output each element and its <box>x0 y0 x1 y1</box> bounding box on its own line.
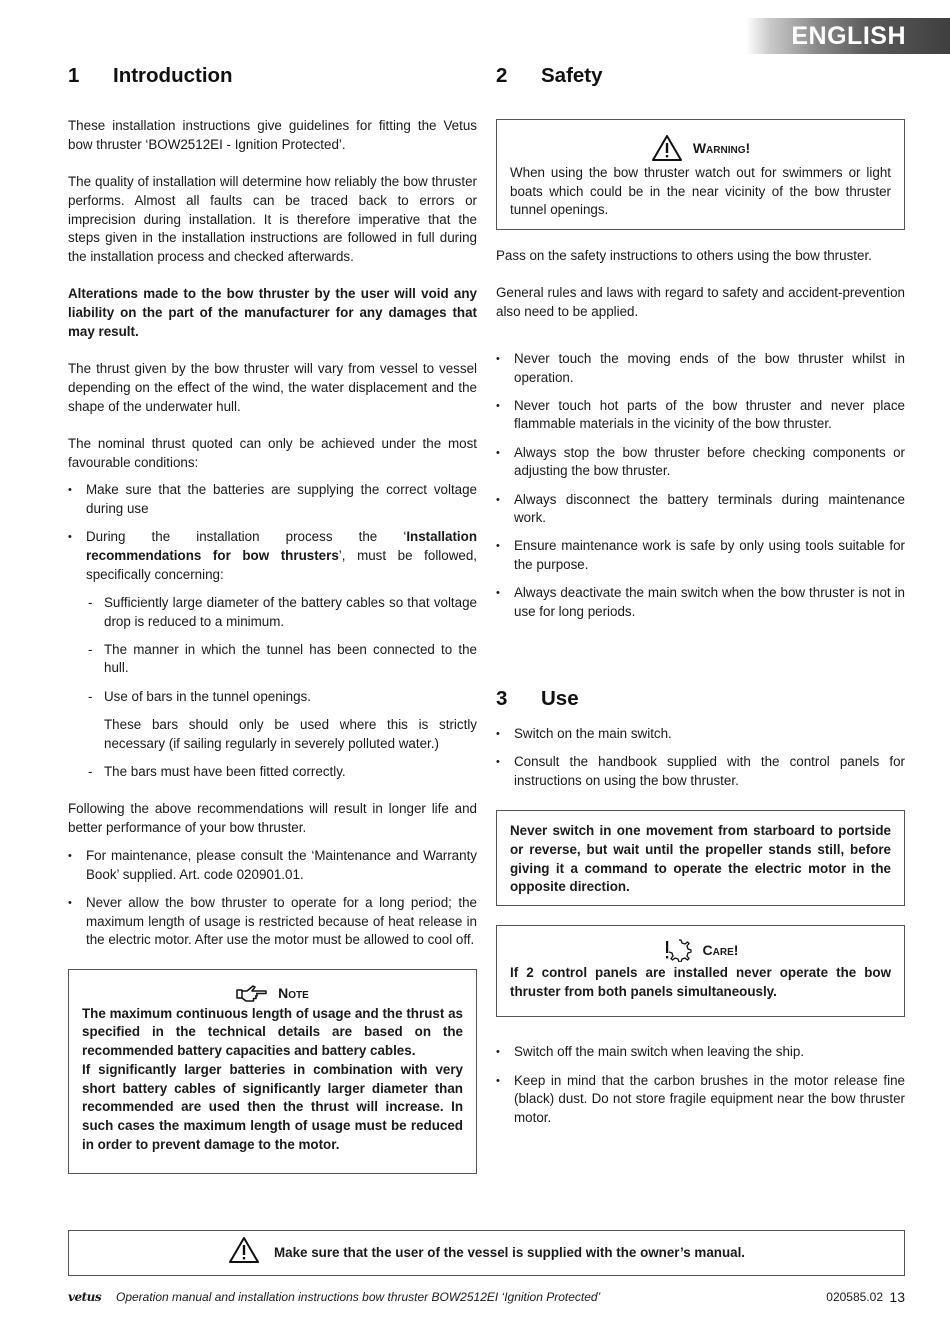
liability-notice: Alterations made to the bow thruster by the user will void any liability on the part of the manufacturer for any damages that may result. <box>68 286 477 339</box>
list-item <box>496 350 905 387</box>
section-title: Safety <box>541 64 603 87</box>
owner-manual-notice-text: Make sure that the user of the vessel is supplied with the owner’s manual. <box>273 1244 746 1260</box>
list-item-text: Switch on the main switch. <box>514 725 672 741</box>
list-item <box>68 641 477 678</box>
list-item <box>68 688 477 707</box>
left-column <box>68 62 477 1174</box>
list-item <box>68 763 477 782</box>
warning-text: When using the bow thruster watch out for swimmers or light boats which could be in the near vicinity of the bow thruster tunnel openings. <box>510 165 891 218</box>
warning-title: Warning! <box>692 139 751 156</box>
care-exclamation-gear-icon <box>663 938 693 962</box>
list-item <box>496 725 905 744</box>
list-item <box>496 584 905 621</box>
list-item-text: Ensure maintenance work is safe by only using tools suitable for the purpose. <box>514 538 905 573</box>
list-item <box>68 847 477 884</box>
use-list <box>496 725 905 791</box>
note-title: Note <box>278 985 309 1002</box>
care-title: Care! <box>702 941 739 958</box>
bars-note: These bars should only be used where this is strictly necessary (if sailing regularly in severely polluted water.) <box>104 716 477 751</box>
list-item <box>68 894 477 950</box>
section-heading-introduction <box>68 62 477 90</box>
list-item-text: Use of bars in the tunnel openings. <box>104 688 311 704</box>
language-tab <box>746 18 950 54</box>
intro-paragraph: The quality of installation will determine how reliably the bow thruster performs. Almost all faults can be traced back to errors or imprecision during installation. It is therefore imperative that the steps given in the installation instructions are followed in full during the installation process and checked afterwards. <box>68 174 477 264</box>
direction-warning-text: Never switch in one movement from starboard to portside or reverse, but wait until the propeller stands still, before giving it a command to operate the electric motor in the opposite direction. <box>510 823 891 895</box>
list-item <box>68 594 477 631</box>
concerns-list <box>68 594 477 707</box>
vetus-logo: vetus <box>68 1290 102 1304</box>
list-item-text: The bars must have been fitted correctly. <box>104 763 346 779</box>
list-item <box>68 481 477 518</box>
list-item-text: ’, must be followed, specifically concerning: <box>86 547 478 582</box>
safety-paragraph: General rules and laws with regard to safety and accident-prevention also need to be applied. <box>496 285 905 320</box>
warning-box <box>496 119 905 230</box>
maintenance-list <box>68 847 477 950</box>
warning-triangle-icon <box>228 1236 260 1270</box>
intro-paragraph: Following the above recommendations will result in longer life and better performance of your bow thruster. <box>68 801 477 835</box>
conditions-list <box>68 481 477 584</box>
list-item-text: Never allow the bow thruster to operate for a long period; the maximum length of usage is restricted because of heat release in the electric motor. After use the motor must be allowed to cool off. <box>86 894 477 948</box>
note-text: If significantly larger batteries in combination with very short battery cables of significantly larger diameter than recommended are used then the thrust will increase. In such cases the maximum length of usage must be reduced in order to prevent damage to the motor. <box>82 1061 463 1152</box>
recommendations-title: Installation recommendations for bow thrusters <box>86 529 477 563</box>
list-item <box>496 491 905 528</box>
section-title: Introduction <box>113 64 233 87</box>
concerns-list <box>68 763 477 782</box>
pointing-hand-icon <box>236 984 268 1002</box>
safety-list <box>496 350 905 622</box>
section-heading-safety <box>496 62 905 90</box>
list-item-text: Make sure that the batteries are supplying the correct voltage during use <box>86 482 477 516</box>
care-box <box>496 925 905 1017</box>
list-item-text: Always deactivate the main switch when the bow thruster is not in use for long periods. <box>514 585 905 620</box>
list-item-text: Never touch the moving ends of the bow thruster whilst in operation. <box>514 350 905 385</box>
section-number: 2 <box>496 64 508 87</box>
intro-paragraph: The thrust given by the bow thruster will vary from vessel to vessel depending on the effect of the wind, the water displacement and the shape of the underwater hull. <box>68 361 477 414</box>
list-item-text: Always stop the bow thruster before checking components or adjusting the bow thruster. <box>514 444 905 479</box>
warning-triangle-icon <box>651 134 683 162</box>
page-footer <box>68 1288 905 1306</box>
list-item-text: Sufficiently large diameter of the battery cables so that voltage drop is reduced to a minimum. <box>104 594 477 629</box>
right-column <box>496 62 905 1128</box>
document-title: Operation manual and installation instructions bow thruster BOW2512EI ‘Ignition Protected’ <box>116 1290 601 1304</box>
list-item <box>496 397 905 434</box>
list-item <box>496 753 905 790</box>
warning-header <box>510 134 891 162</box>
section-heading-use <box>496 685 905 713</box>
section-title: Use <box>541 686 579 710</box>
section-number: 1 <box>68 64 80 87</box>
list-item-text: The manner in which the tunnel has been connected to the hull. <box>104 641 477 676</box>
page-number: 13 <box>889 1289 905 1305</box>
list-item-text: Consult the handbook supplied with the control panels for instructions on using the bow thruster. <box>514 753 905 788</box>
language-label: ENGLISH <box>791 22 906 50</box>
list-item-text: For maintenance, please consult the ‘Maintenance and Warranty Book’ supplied. Art. code 020901.01. <box>86 848 477 882</box>
list-item <box>68 528 477 584</box>
note-text: The maximum continuous length of usage and the thrust as specified in the technical details are based on the recommended battery capacities and battery cables. <box>82 1005 463 1059</box>
list-item-text: Switch off the main switch when leaving the ship. <box>514 1044 805 1060</box>
list-item-text: Keep in mind that the carbon brushes in the motor release fine (black) dust. Do not store fragile equipment near the bow thruster motor. <box>514 1072 905 1125</box>
section-number: 3 <box>496 686 508 710</box>
use-list <box>496 1043 905 1127</box>
document-code: 020585.02 <box>826 1290 883 1304</box>
care-text: If 2 control panels are installed never operate the bow thruster from both panels simultaneously. <box>510 965 891 1000</box>
note-box <box>68 969 477 1174</box>
owner-manual-notice <box>68 1230 905 1276</box>
direction-warning-box <box>496 810 905 906</box>
list-item <box>496 1072 905 1128</box>
note-header <box>82 984 463 1003</box>
intro-paragraph: These installation instructions give guidelines for fitting the Vetus bow thruster ‘BOW2512EI - Ignition Protected’. <box>68 118 477 152</box>
list-item-text: Always disconnect the battery terminals during maintenance work. <box>514 491 905 526</box>
intro-paragraph: The nominal thrust quoted can only be achieved under the most favourable conditions: <box>68 435 477 470</box>
list-item <box>496 1043 905 1062</box>
safety-paragraph: Pass on the safety instructions to others using the bow thruster. <box>496 248 872 263</box>
list-item-text: Never touch hot parts of the bow thruster and never place flammable materials in the vicinity of the bow thruster. <box>514 397 905 432</box>
list-item <box>496 537 905 574</box>
list-item <box>496 444 905 481</box>
list-item-text: During the installation process the ‘ <box>86 529 407 545</box>
care-header <box>510 938 891 962</box>
